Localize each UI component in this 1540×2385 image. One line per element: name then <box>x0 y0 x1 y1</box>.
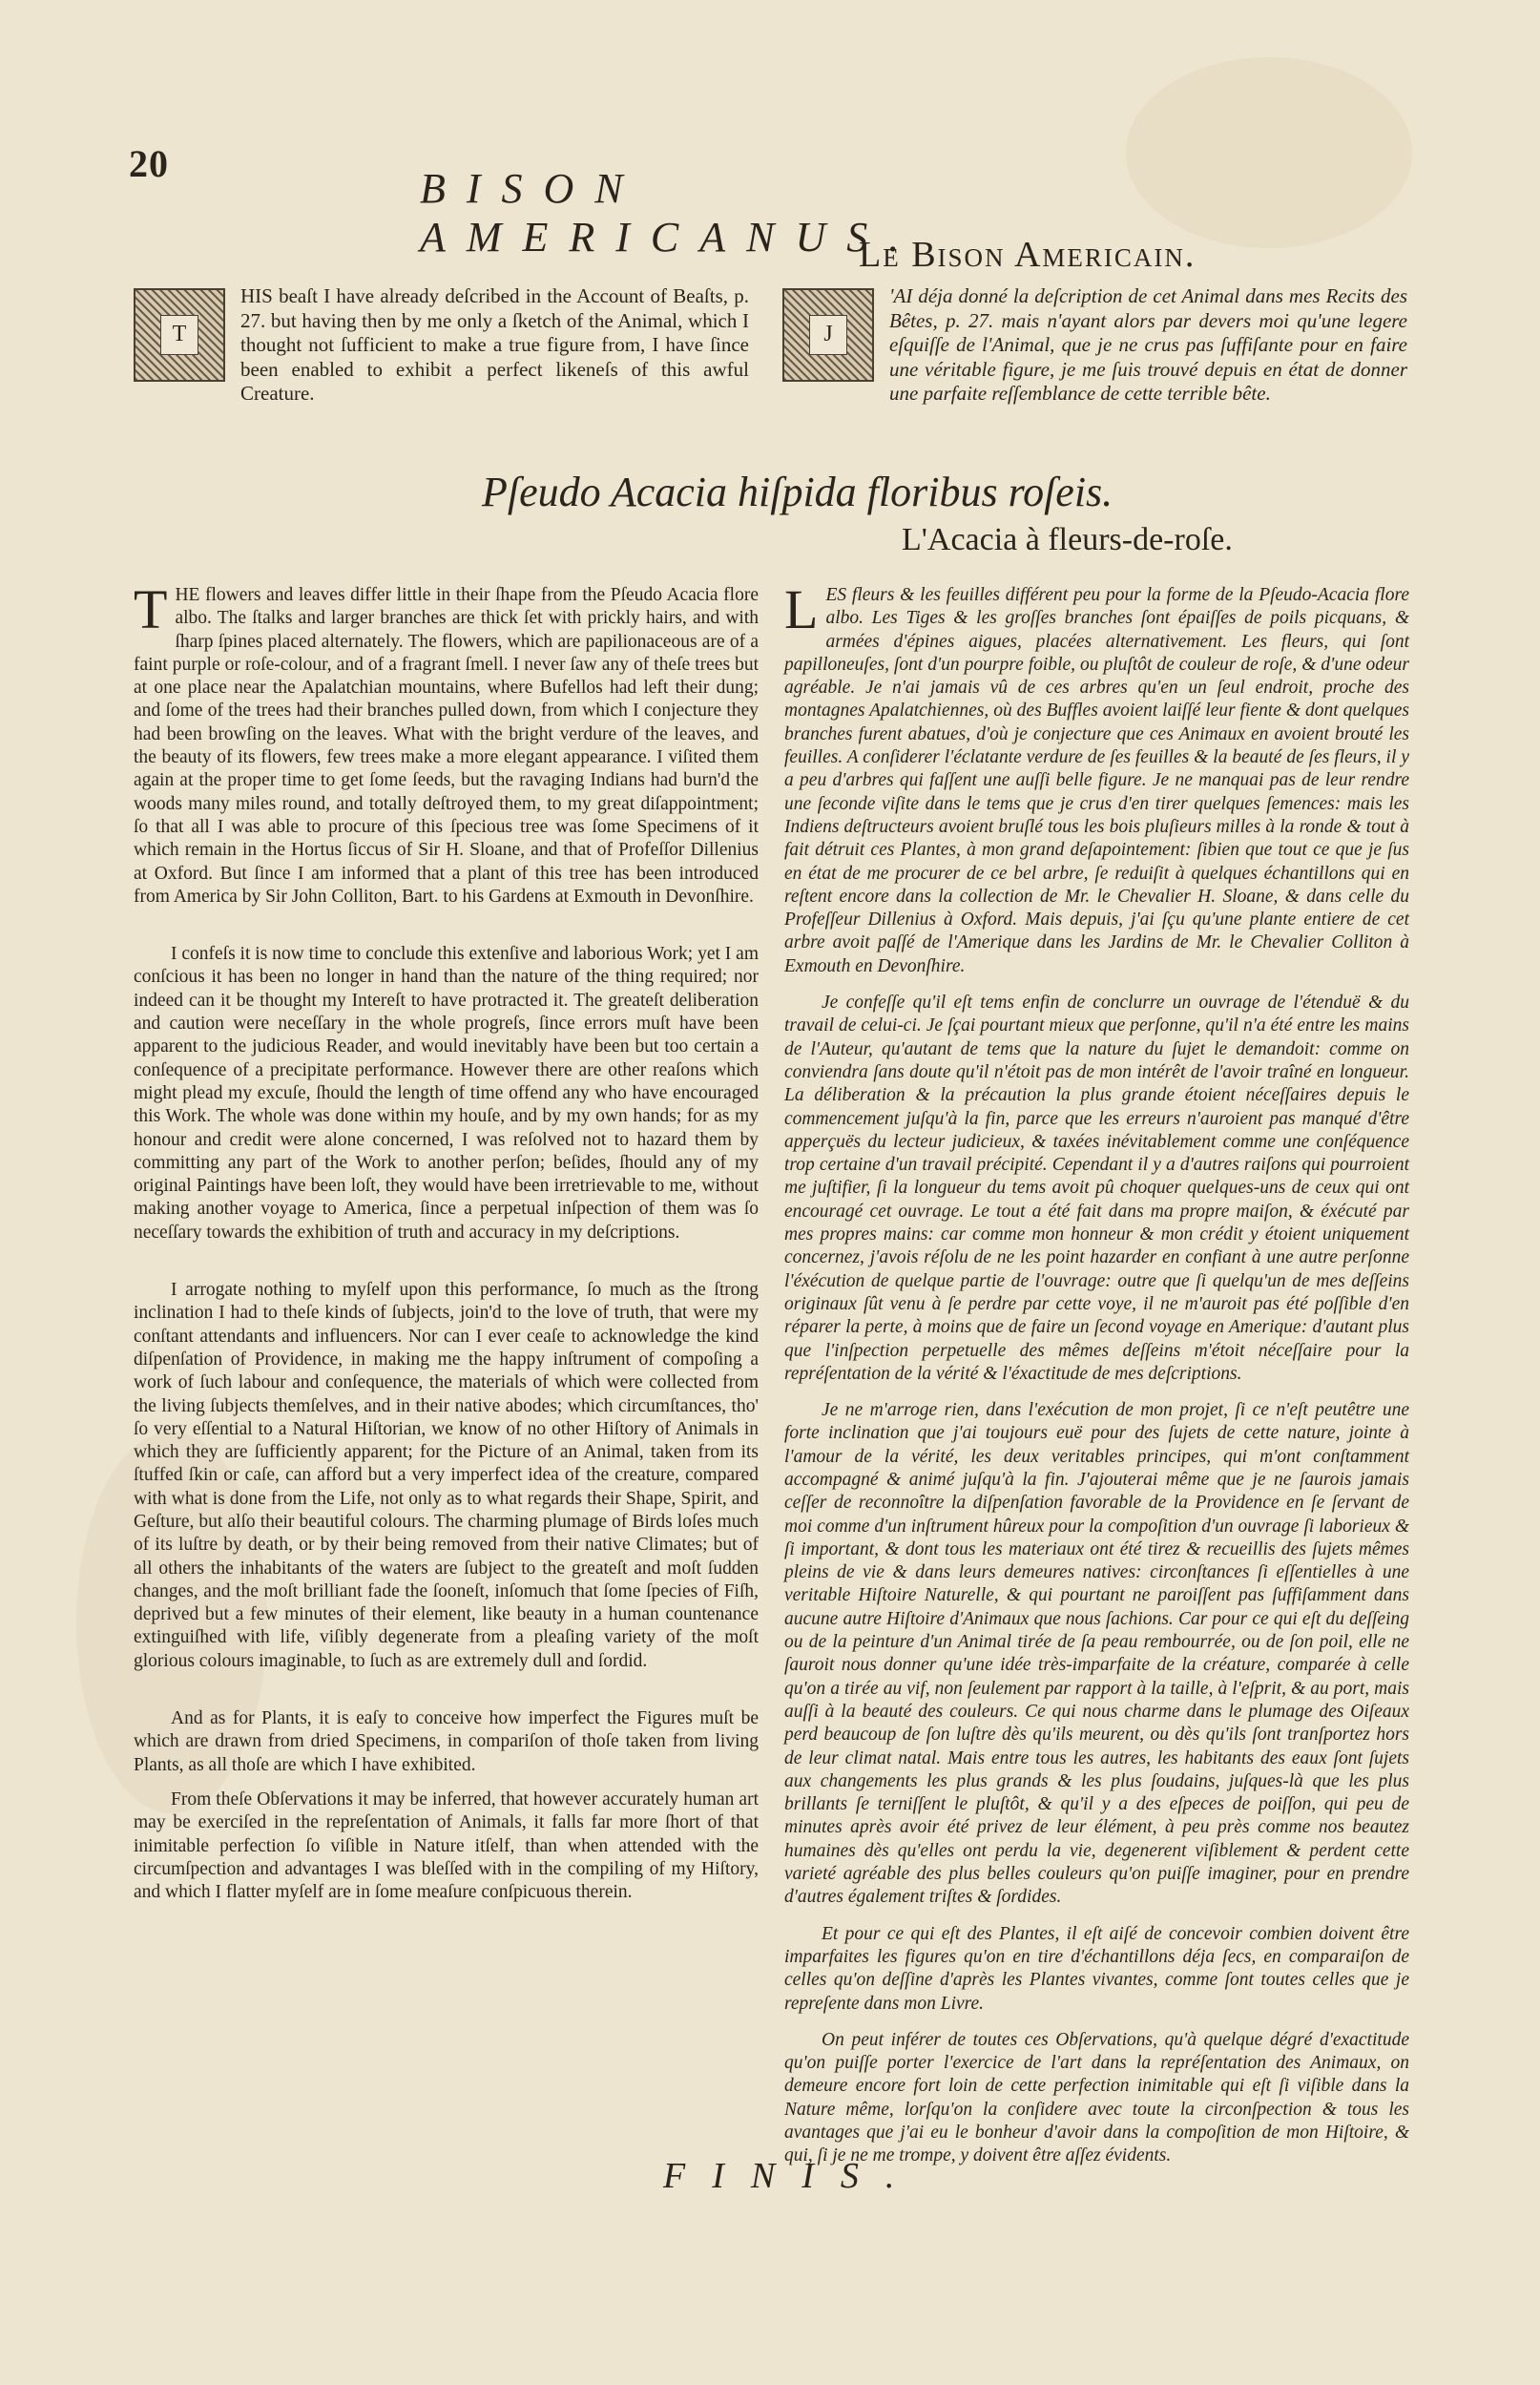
english-paragraph: THE flowers and leaves differ little in their ſhape from the Pſeudo Acacia flore albo. The ſtalks and larger branches are thick ſet with prickly hairs, and with ſharp ſpines placed alternately. The flowers, which are papilionaceous are of a faint purple or roſe-colour, and of a fragrant ſmell. I never ſaw any of theſe trees but at one place near the Apalatchian mountains, where Bufellos had left their dung; and ſome of the trees had their branches pulled down, from which I conjecture they had been browſing on the leaves. What with the bright verdure of the leaves, and the beauty of its flowers, few trees make a more elegant appearance. I viſited them again at the proper time to get ſome ſeeds, but the ravaging Indians had burn'd the woods many miles round, and totally deſtroyed them, to my great diſappointment; ſo that all I was able to procure of this ſpecious tree was ſome Specimens of it which remain in the Hortus ſiccus of Sir H. Sloane, and that of Profeſſor Dillenius at Oxford. But ſince I am informed that a plant of this tree has been introduced from America by Sir John Colliton, Bart. to his Gardens at Exmouth in Devonſhire. <box>134 578 759 907</box>
initial-letter: J <box>809 315 847 355</box>
english-paragraph: And as for Plants, it is eaſy to conceive how imperfect the Figures muſt be which are drawn from dried Specimens, in compariſon of thoſe taken from living Plants, as all thoſe are which I have exhibited. <box>134 1708 759 1775</box>
initial-letter: T <box>160 315 198 355</box>
ornamental-initial <box>782 288 874 382</box>
intro-french-text: 'AI déja donné la deſcription de cet Animal dans mes Recits des Bêtes, p. 27. mais n'ayant alors par devers moi qu'une legere eſquiſſe de l'Animal, que je ne crus pas ſuffiſante pour en faire une véritable figure, je me ſuis trouvé depuis en état de donner une parfaite reſſemblance de cette terrible bête. <box>889 284 1407 405</box>
french-paragraph: LES fleurs & les feuilles différent peu pour la forme de la Pſeudo-Acacia flore albo. Les Tiges & les groſſes branches ſont épaiſſes de poils picquans, & armées d'épines aigues, placées alternativement. Les fleurs, qui ſont papilloneuſes, ſont d'un pourpre foible, ou pluſtôt de couleur de roſe, & d'une odeur agréable. Je n'ai jamais vû de ces arbres qu'en un ſeul endroit, proche des montagnes Apalatchiennes, où des Buffles avoient laiſſé leur fiente & dont quelques branches furent abatues, d'où je conjecture que ces Animaux en avoient brouté les feuilles. A conſiderer l'éclatante verdure de ſes feuilles & la beauté de ſes fleurs, il y a peu d'arbres qui faſſent une auſſi belle figure. Je ne manquai pas de leur rendre une ſeconde viſite dans le tems que je crus d'en tirer quelques ſemences: mais les Indiens deſtructeurs avoient bruſlé tous les bois pluſieurs milles à la ronde & tout à fait détruit ces Plantes, à mon grand deſapointement: ſibien que tout ce que je ſus en état de me procurer de ce bel arbre, ſe reduiſit à quelques échantillons qui en reſtent encore dans la collection de Mr. le Chevalier H. Sloane, & dans celle du Profeſſeur Dillenius à Oxford. Mais depuis, j'ai ſçu qu'une plante entiere de cet arbre avoit paſſé de l'Amerique dans les Jardins de Mr. le Chevalier Colliton à Exmouth en Devonſhire. <box>784 578 1409 976</box>
intro-french <box>782 284 1407 407</box>
intro-english <box>134 284 749 407</box>
french-paragraph: On peut inférer de toutes ces Obſervations, qu'à quelque dégré d'exactitude qu'on puiſſe porter l'exercice de l'art dans la repréſentation des Animaux, on demeure encore fort loin de cette perfection inimitable qui eſt ſi viſible dans la Nature même, lorſqu'on la conſidere avec toute la circonſpection & tous les avantages que j'ai eu le bonheur d'avoir dans la compoſition de mon Hiſtoire, & qui, ſi je ne me trompe, y doivent être aſſez évidents. <box>784 2029 1409 2166</box>
english-paragraph: I confeſs it is now time to conclude this extenſive and laborious Work; yet I am conſcious it has been no longer in hand than the nature of the thing required; nor indeed can it be thought my Intereſt to have protracted it. The greateſt deliberation and caution were neceſſary in the whole progreſs, ſince errors muſt have been apparent to the judicious Reader, and would inevitably have been but too certain a conſequence of a precipitate performance. However there are other reaſons which might plead my excuſe, ſhould the length of time offend any who have encouraged this Work. The whole was done within my houſe, and by my own hands; for as my honour and credit were alone concerned, I was reſolved not to hazard them by committing any part of the Work to another perſon; beſides, ſhould any of my original Paintings have been loſt, they would have been irretrievable to me, without making another voyage to America, ſince a perpetual inſpection of them was ſo neceſſary towards the exhibition of truth and accuracy in my deſcriptions. <box>134 944 759 1243</box>
drop-cap: T <box>134 578 168 640</box>
french-paragraph: Et pour ce qui eſt des Plantes, il eſt aiſé de concevoir combien doivent être imparfaites les figures qu'on en tire d'échantillons déja ſecs, en comparaiſon de celles qu'on deſſine d'après les Plantes vivantes, comme ſont toutes celles que je repreſente dans mon Livre. <box>784 1923 1409 2014</box>
english-paragraph: From theſe Obſervations it may be inferred, that however accurately human art may be exerciſed in the repreſentation of Animals, it falls far more ſhort of that inimitable perfection ſo viſible in Nature itſelf, than when attended with the circumſpection and advantages I was bleſſed with in the compiling of my Hiſtory, and which I flatter myſelf are in ſome meaſure conſpicuous therein. <box>134 1789 759 1903</box>
french-paragraph: Je ne m'arroge rien, dans l'exécution de mon projet, ſi ce n'eſt peutêtre une forte inclination que j'ai toujours euë pour des ſujets de cette nature, jointe à l'amour de la vérité, les deux veritables principes, qui m'ont conſtamment accompagné & animé juſqu'à la fin. J'ajouterai même que je ne ſaurois jamais ceſſer de reconnoître la diſpenſation favorable de la Providence en ſe ſervant de moi comme d'un inſtrument hûreux pour la compoſition d'un ouvrage ſi laborieux & ſi important, & dont tous les materiaux ont été tirez & recueillis des ſujets mêmes pleins de vie & dans leurs demeures natives: circonſtances ſi eſſentielles à une veritable Hiſtoire Naturelle, & qui pourtant ne paroiſſent pas ſuffiſamment dans aucune autre Hiſtoire d'Animaux que nous ſachions. Car pour ce qui eſt du deſſeing ou de la peinture d'un Animal tirée de ſa peau rembourrée, ou de ſon poil, elle ne ſauroit nous donner qu'une idée très-imparfaite de la créature, comparée à celle qu'on a tirée au vif, non ſeulement par rapport à la taille, à l'eſprit, & au port, mais auſſi à la beauté des couleurs. Ce qui nous charme dans le plumage des Oiſeaux perd beaucoup de ſon luſtre dès qu'ils meurent, ou dès qu'ils ſont tranſportez hors de leur climat natal. Mais entre tous les autres, les habitants des eaux ſont ſujets aux changements les plus grands & les plus ſoudains, juſques-là que les plus brillants ſe terniſſent le pluſtôt, & qu'il y a des eſpeces de poiſſon, qui peu de minutes après avoir été privez de leur élément, à peu près comme nos beautez humaines dès qu'elles ont perdu la vie, degenerent viſiblement & perdent cette varieté agréable des plus belles couleurs qu'on puiſſe imaginer, pour en prendre d'autres également triſtes & ſordides. <box>784 1400 1409 1908</box>
title-latin: BISON AMERICANUS. <box>420 165 921 261</box>
plant-heading-french: L'Acacia à fleurs-de-roſe. <box>902 522 1233 557</box>
french-paragraph: Je confeſſe qu'il eſt tems enfin de conclurre un ouvrage de l'étenduë & du travail de celui-ci. Je ſçai pourtant mieux que perſonne, qu'il n'a été entre les mains de l'Auteur, qu'autant de tems que la nature du ſujet le demandoit: comme on conviendra ſans doute qu'il n'étoit pas de mon intérêt de l'avoir traîné en longueur. La déliberation & la précaution la plus grande étoient néceſſaires depuis le commencement juſqu'à la fin, parce que les erreurs n'auroient pas manqué d'être apperçuës du lecteur judicieux, & taxées inévitablement comme une conſéquence trop certaine d'un travail précipité. Cependant il y a d'autres raiſons qui pourroient me juſtifier, ſi la longueur du tems avoit pû choquer quelques-uns de ceux qui ont encouragé cet ouvrage. Le tout a été fait dans ma propre maiſon, & éxécuté par mes propres mains: car comme mon honneur & mon crédit y étoient uniquement concernez, j'avois réſolu de ne les point hazarder en confiant à une autre perſonne l'éxécution de quelque partie de l'ouvrage: outre que ſi quelqu'un de mes deſſeins originaux ſût venu à ſe perdre par cette voye, il ne m'auroit pas été poſſible d'en réparer la perte, à moins que de faire un ſecond voyage en Amerique: d'autant plus que l'inſpection perpetuelle des mêmes deſſeins m'étoit néceſſaire pour la repréſentation de la vérité & l'éxactitude de mes deſcriptions. <box>784 993 1409 1384</box>
english-column <box>134 578 759 1938</box>
finis: FINIS. <box>663 2156 922 2196</box>
title-french: Le Bison Americain. <box>859 235 1197 275</box>
paper-stain <box>1126 57 1412 248</box>
drop-cap: L <box>784 578 819 640</box>
french-column <box>784 578 1409 2182</box>
english-paragraph: I arrogate nothing to myſelf upon this performance, ſo much as the ſtrong inclination I had to theſe kinds of ſubjects, join'd to the love of truth, that were my conſtant attendants and influencers. Nor can I ever ceaſe to acknowledge the kind diſpenſation of Providence, in making me the happy inſtrument of compoſing a work of ſuch labour and conſequence, the materials of which were collected from the living ſubjects themſelves, and in their native abodes; which circumſtances, tho' ſo very eſſential to a Natural Hiſtorian, we know of no other Hiſtory of Animals in which they are ſufficiently apparent; for the Picture of an Animal, taken from its ſtuffed ſkin or caſe, can afford but a very imperfect idea of the creature, compared with what is done from the Life, not only as to what regards their Shape, Spirit, and Geſture, but alſo their beautiful colours. The charming plumage of Birds loſes much of its luſtre by death, or by their being removed from their native Climates; but of all others the inhabitants of the waters are ſubject to the greateſt and moſt ſudden changes, and the moſt brilliant fade the ſooneſt, inſomuch that ſome ſpecies of Fiſh, deprived but a few minutes of their element, like beauty in a human countenance extinguiſhed with life, viſibly degenerate from a pleaſing variety of the moſt glorious colours imaginable, to ſuch as are extremely dull and ſordid. <box>134 1280 759 1671</box>
page-number: 20 <box>129 142 169 185</box>
ornamental-initial <box>134 288 225 382</box>
plant-heading-latin: Pſeudo Acacia hiſpida floribus roſeis. <box>482 469 1113 515</box>
intro-english-text: HIS beaſt I have already deſcribed in the Account of Beaſts, p. 27. but having then by me only a ſketch of the Animal, which I thought not ſufficient to make a true figure from, I have ſince been enabled to exhibit a perfect likeneſs of this awful Creature. <box>240 284 749 405</box>
